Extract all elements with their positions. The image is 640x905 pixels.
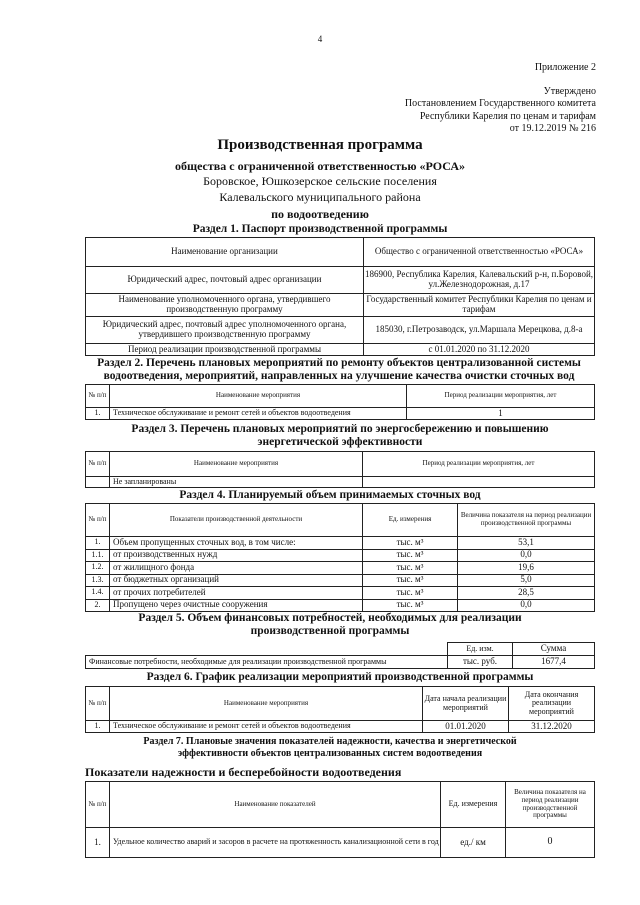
row-unit: тыс. м³ [363, 599, 458, 612]
column-header-number: № п/п [86, 782, 110, 828]
column-header-sum: Сумма [513, 643, 595, 656]
column-header-name: Показатели производственной деятельности [110, 504, 363, 537]
column-header-number: № п/п [86, 385, 110, 408]
column-header-end: Дата окончания реализации мероприятий [509, 687, 595, 721]
row-value: 53,1 [458, 537, 595, 550]
row-number: 1.4. [86, 587, 110, 600]
table-row [86, 587, 595, 600]
column-header-unit: Ед. измерения [441, 782, 506, 828]
row-name: Техническое обслуживание и ремонт сетей и объектов водоотведения [110, 721, 423, 733]
table-row [86, 477, 595, 488]
column-header-start: Дата начала реализации мероприятий [423, 687, 509, 721]
table-row [86, 721, 595, 733]
passport-value: с 01.01.2020 по 31.12.2020 [364, 344, 595, 356]
row-number: 1.3. [86, 574, 110, 587]
row-period [363, 477, 595, 488]
row-unit: тыс. руб. [448, 656, 513, 669]
table-row [86, 656, 595, 669]
repair-measures-table [85, 384, 595, 420]
row-name: от производственных нужд [110, 549, 363, 562]
column-header-name: Наименование мероприятия [110, 452, 363, 477]
appendix-label: Приложение 2 [534, 62, 596, 73]
table-header-row [86, 643, 595, 656]
row-unit: тыс. м³ [363, 537, 458, 550]
title-subject: по водоотведению [271, 207, 369, 222]
row-number: 1. [86, 828, 110, 858]
row-name: от прочих потребителей [110, 587, 363, 600]
row-period: 1 [407, 408, 595, 420]
financial-needs-table [85, 642, 595, 669]
row-name: Объем пропущенных сточных вод, в том числе: [110, 537, 363, 550]
energy-measures-table [85, 451, 595, 488]
section-4-heading: Раздел 4. Планируемый объем принимаемых сточных вод [179, 489, 481, 501]
title-location-2: Калевальского муниципального района [219, 189, 421, 204]
title-block [80, 137, 560, 222]
passport-row [86, 294, 595, 317]
passport-label: Наименование уполномоченного органа, утвердившего производственную программу [86, 294, 364, 317]
column-header-name: Наименование показателей [110, 782, 441, 828]
passport-value: 185030, г.Петрозаводск, ул.Маршала Мерецкова, д.8-а [364, 317, 595, 344]
passport-value: Государственный комитет Республики Карелия по ценам и тарифам [364, 294, 595, 317]
section-5-heading: Раздел 5. Объем финансовых потребностей, необходимых для реализации производственной программы [138, 612, 522, 638]
column-header-number: № п/п [86, 504, 110, 537]
row-unit: тыс. м³ [363, 574, 458, 587]
approved-label: Утверждено [543, 85, 596, 97]
row-number: 1. [86, 537, 110, 550]
row-unit: тыс. м³ [363, 549, 458, 562]
passport-value: 186900, Республика Карелия, Калевальский р-н, п.Боровой, ул.Железнодорожная, д.17 [364, 267, 595, 294]
row-name: Пропущено через очистные сооружения [110, 599, 363, 612]
table-row [86, 537, 595, 550]
section-1-heading: Раздел 1. Паспорт производственной программы [192, 223, 448, 235]
passport-label: Юридический адрес, почтовый адрес организации [86, 267, 364, 294]
column-header-period: Период реализации мероприятия, лет [363, 452, 595, 477]
column-header-value: Величина показателя на период реализации производственной программы [458, 504, 595, 537]
row-number [86, 477, 110, 488]
section-3-heading: Раздел 3. Перечень плановых мероприятий по энергосбережению и повышению энергетической эффективности [131, 423, 549, 449]
table-row [86, 562, 595, 575]
section-6-heading: Раздел 6. График реализации мероприятий производственной программы [146, 671, 534, 683]
row-number: 1.1. [86, 549, 110, 562]
row-value: 19,6 [458, 562, 595, 575]
row-name: Удельное количество аварий и засоров в расчете на протяженность канализационной сети в год [110, 828, 441, 858]
row-number: 1. [86, 408, 110, 420]
row-name: Финансовые потребности, необходимые для реализации производственной программы [86, 656, 448, 669]
row-start-date: 01.01.2020 [423, 721, 509, 733]
row-value: 0,0 [458, 599, 595, 612]
section-7-subheading: Показатели надежности и бесперебойности водоотведения [85, 765, 402, 779]
column-header-number: № п/п [86, 452, 110, 477]
approval-line-1: Постановлением Государственного комитета [404, 98, 596, 109]
column-header-unit: Ед. изм. [448, 643, 513, 656]
passport-row [86, 238, 595, 267]
approval-line-3: от 19.12.2019 № 216 [509, 123, 596, 134]
column-header-number: № п/п [86, 687, 110, 721]
reliability-indicators-table [85, 781, 595, 858]
row-value: 28,5 [458, 587, 595, 600]
schedule-table [85, 686, 595, 733]
row-number: 2. [86, 599, 110, 612]
row-unit: тыс. м³ [363, 587, 458, 600]
passport-label: Наименование организации [86, 238, 364, 267]
section-7-heading: Раздел 7. Плановые значения показателей надежности, качества и энергетической эффективности объектов централизованных систем водоотведения [143, 736, 517, 760]
row-name: Техническое обслуживание и ремонт сетей и объектов водоотведения [110, 408, 407, 420]
passport-label: Юридический адрес, почтовый адрес уполномоченного органа, утвердившего производственную программу [86, 317, 364, 344]
row-number: 1.2. [86, 562, 110, 575]
column-header-name: Наименование мероприятия [110, 385, 407, 408]
title-org: общества с ограниченной ответственностью «РОСА» [174, 159, 466, 173]
table-row [86, 828, 595, 858]
row-value: 0,0 [458, 549, 595, 562]
row-name: от бюджетных организаций [110, 574, 363, 587]
row-name: Не запланированы [110, 477, 363, 488]
passport-label: Период реализации производственной программы [86, 344, 364, 356]
row-value: 5,0 [458, 574, 595, 587]
column-header-name: Наименование мероприятия [110, 687, 423, 721]
table-row [86, 574, 595, 587]
table-header-row [86, 687, 595, 721]
title-main: Производственная программа [217, 137, 423, 153]
title-location-1: Боровское, Юшкозерское сельские поселения [203, 174, 437, 188]
column-header-period: Период реализации мероприятия, лет [407, 385, 595, 408]
row-end-date: 31.12.2020 [509, 721, 595, 733]
column-header-value: Величина показателя на период реализации производственной программы [506, 782, 595, 828]
row-unit: ед./ км [441, 828, 506, 858]
row-number: 1. [86, 721, 110, 733]
passport-row [86, 267, 595, 294]
page-number: 4 [317, 34, 323, 44]
approval-block [300, 62, 596, 136]
approval-line-2: Республики Карелия по ценам и тарифам [419, 110, 596, 122]
table-header-row [86, 504, 595, 537]
table-header-row [86, 385, 595, 408]
table-header-row [86, 452, 595, 477]
row-unit: тыс. м³ [363, 562, 458, 575]
table-row [86, 408, 595, 420]
row-sum: 1677,4 [513, 656, 595, 669]
passport-value: Общество с ограниченной ответственностью «РОСА» [364, 238, 595, 267]
passport-row [86, 317, 595, 344]
section-2-heading: Раздел 2. Перечень плановых мероприятий по ремонту объектов централизованной системы водоотведения, мероприятий, направленных на улучшение качества очистки сточных вод [97, 357, 581, 383]
passport-table [85, 237, 595, 356]
table-header-row [86, 782, 595, 828]
wastewater-volume-table [85, 503, 595, 612]
table-row [86, 599, 595, 612]
empty-header-cell [86, 643, 448, 656]
column-header-unit: Ед. измерения [363, 504, 458, 537]
row-value: 0 [506, 828, 595, 858]
row-name: от жилищного фонда [110, 562, 363, 575]
table-row [86, 549, 595, 562]
passport-row [86, 344, 595, 356]
